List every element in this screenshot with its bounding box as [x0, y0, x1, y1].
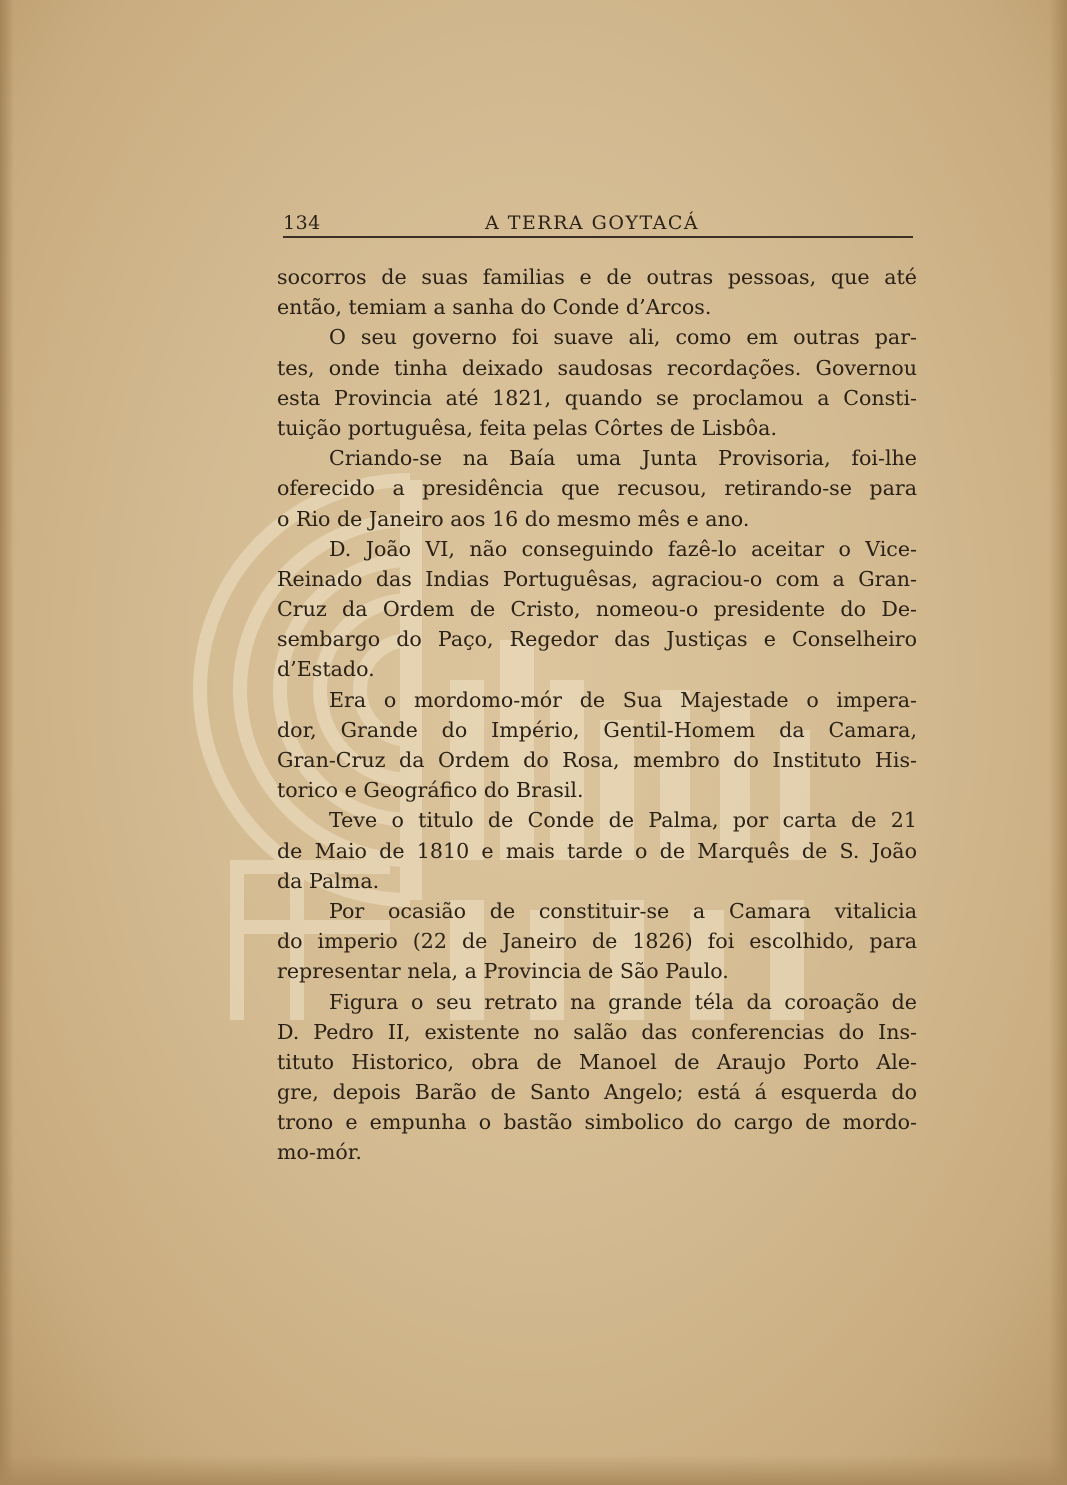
text-line: trono e empunha o bastão simbolico do cargo de mordo-: [277, 1110, 917, 1135]
paragraph: [277, 534, 917, 685]
text-line: torico e Geográfico do Brasil.: [277, 778, 584, 803]
paragraph: [277, 322, 917, 443]
text-line: mo-mór.: [277, 1140, 362, 1165]
text-line: oferecido a presidência que recusou, retirando-se para: [277, 476, 917, 501]
text-line: socorros de suas familias e de outras pessoas, que até: [277, 265, 917, 289]
paragraph: [277, 685, 917, 806]
text-line: d’Estado.: [277, 657, 375, 682]
text-line: dor, Grande do Império, Gentil-Homem da Camara,: [277, 717, 917, 742]
page-edge-shadow-right: [1049, 0, 1067, 1485]
paragraph: [277, 262, 917, 322]
paragraph: [277, 805, 917, 896]
text-line: tuição portuguêsa, feita pelas Côrtes de Lisbôa.: [277, 415, 777, 440]
text-line: Criando-se na Baía uma Junta Provisoria, foi-lhe: [329, 446, 917, 471]
text-line: o Rio de Janeiro aos 16 do mesmo mês e ano.: [277, 506, 750, 531]
page-edge-shadow-bottom: [0, 1455, 1067, 1485]
text-line: Figura o seu retrato na grande téla da coroação de: [329, 989, 917, 1014]
text-line: esta Provincia até 1821, quando se proclamou a Consti-: [277, 385, 917, 410]
text-line: D. João VI, não conseguindo fazê-lo aceitar o Vice-: [329, 536, 917, 561]
header-rule: [283, 236, 913, 238]
text-line: do imperio (22 de Janeiro de 1826) foi escolhido, para: [277, 929, 917, 954]
body-text: [277, 262, 917, 1168]
paragraph: [277, 987, 917, 1168]
text-line: sembargo do Paço, Regedor das Justiças e Conselheiro: [277, 627, 917, 652]
text-line: de Maio de 1810 e mais tarde o de Marquês de S. João: [277, 838, 917, 863]
text-line: representar nela, a Provincia de São Paulo.: [277, 959, 729, 984]
page-number: 134: [283, 212, 321, 234]
text-line: gre, depois Barão de Santo Angelo; está á esquerda do: [277, 1080, 917, 1105]
text-line: então, temiam a sanha do Conde d’Arcos.: [277, 295, 712, 320]
text-line: O seu governo foi suave ali, como em outras par-: [329, 325, 917, 350]
text-line: Cruz da Ordem de Cristo, nomeou-o presidente do De-: [277, 597, 917, 622]
running-title: A TERRA GOYTACÁ: [485, 212, 700, 234]
paragraph: [277, 896, 917, 987]
text-line: Teve o titulo de Conde de Palma, por carta de 21: [329, 808, 917, 833]
text-line: Por ocasião de constituir-se a Camara vitalicia: [329, 898, 917, 923]
page-edge-shadow-left: [0, 0, 14, 1485]
text-line: da Palma.: [277, 868, 380, 893]
paragraph: [277, 443, 917, 534]
text-line: Reinado das Indias Portuguêsas, agraciou-o com a Gran-: [277, 566, 917, 591]
text-line: Gran-Cruz da Ordem do Rosa, membro do Instituto His-: [277, 748, 917, 772]
text-line: tituto Historico, obra de Manoel de Araujo Porto Ale-: [277, 1049, 917, 1074]
text-line: tes, onde tinha deixado saudosas recordações. Governou: [277, 355, 917, 380]
text-line: Era o mordomo-mór de Sua Majestade o impera-: [329, 687, 917, 712]
text-line: D. Pedro II, existente no salão das conferencias do Ins-: [277, 1019, 917, 1044]
